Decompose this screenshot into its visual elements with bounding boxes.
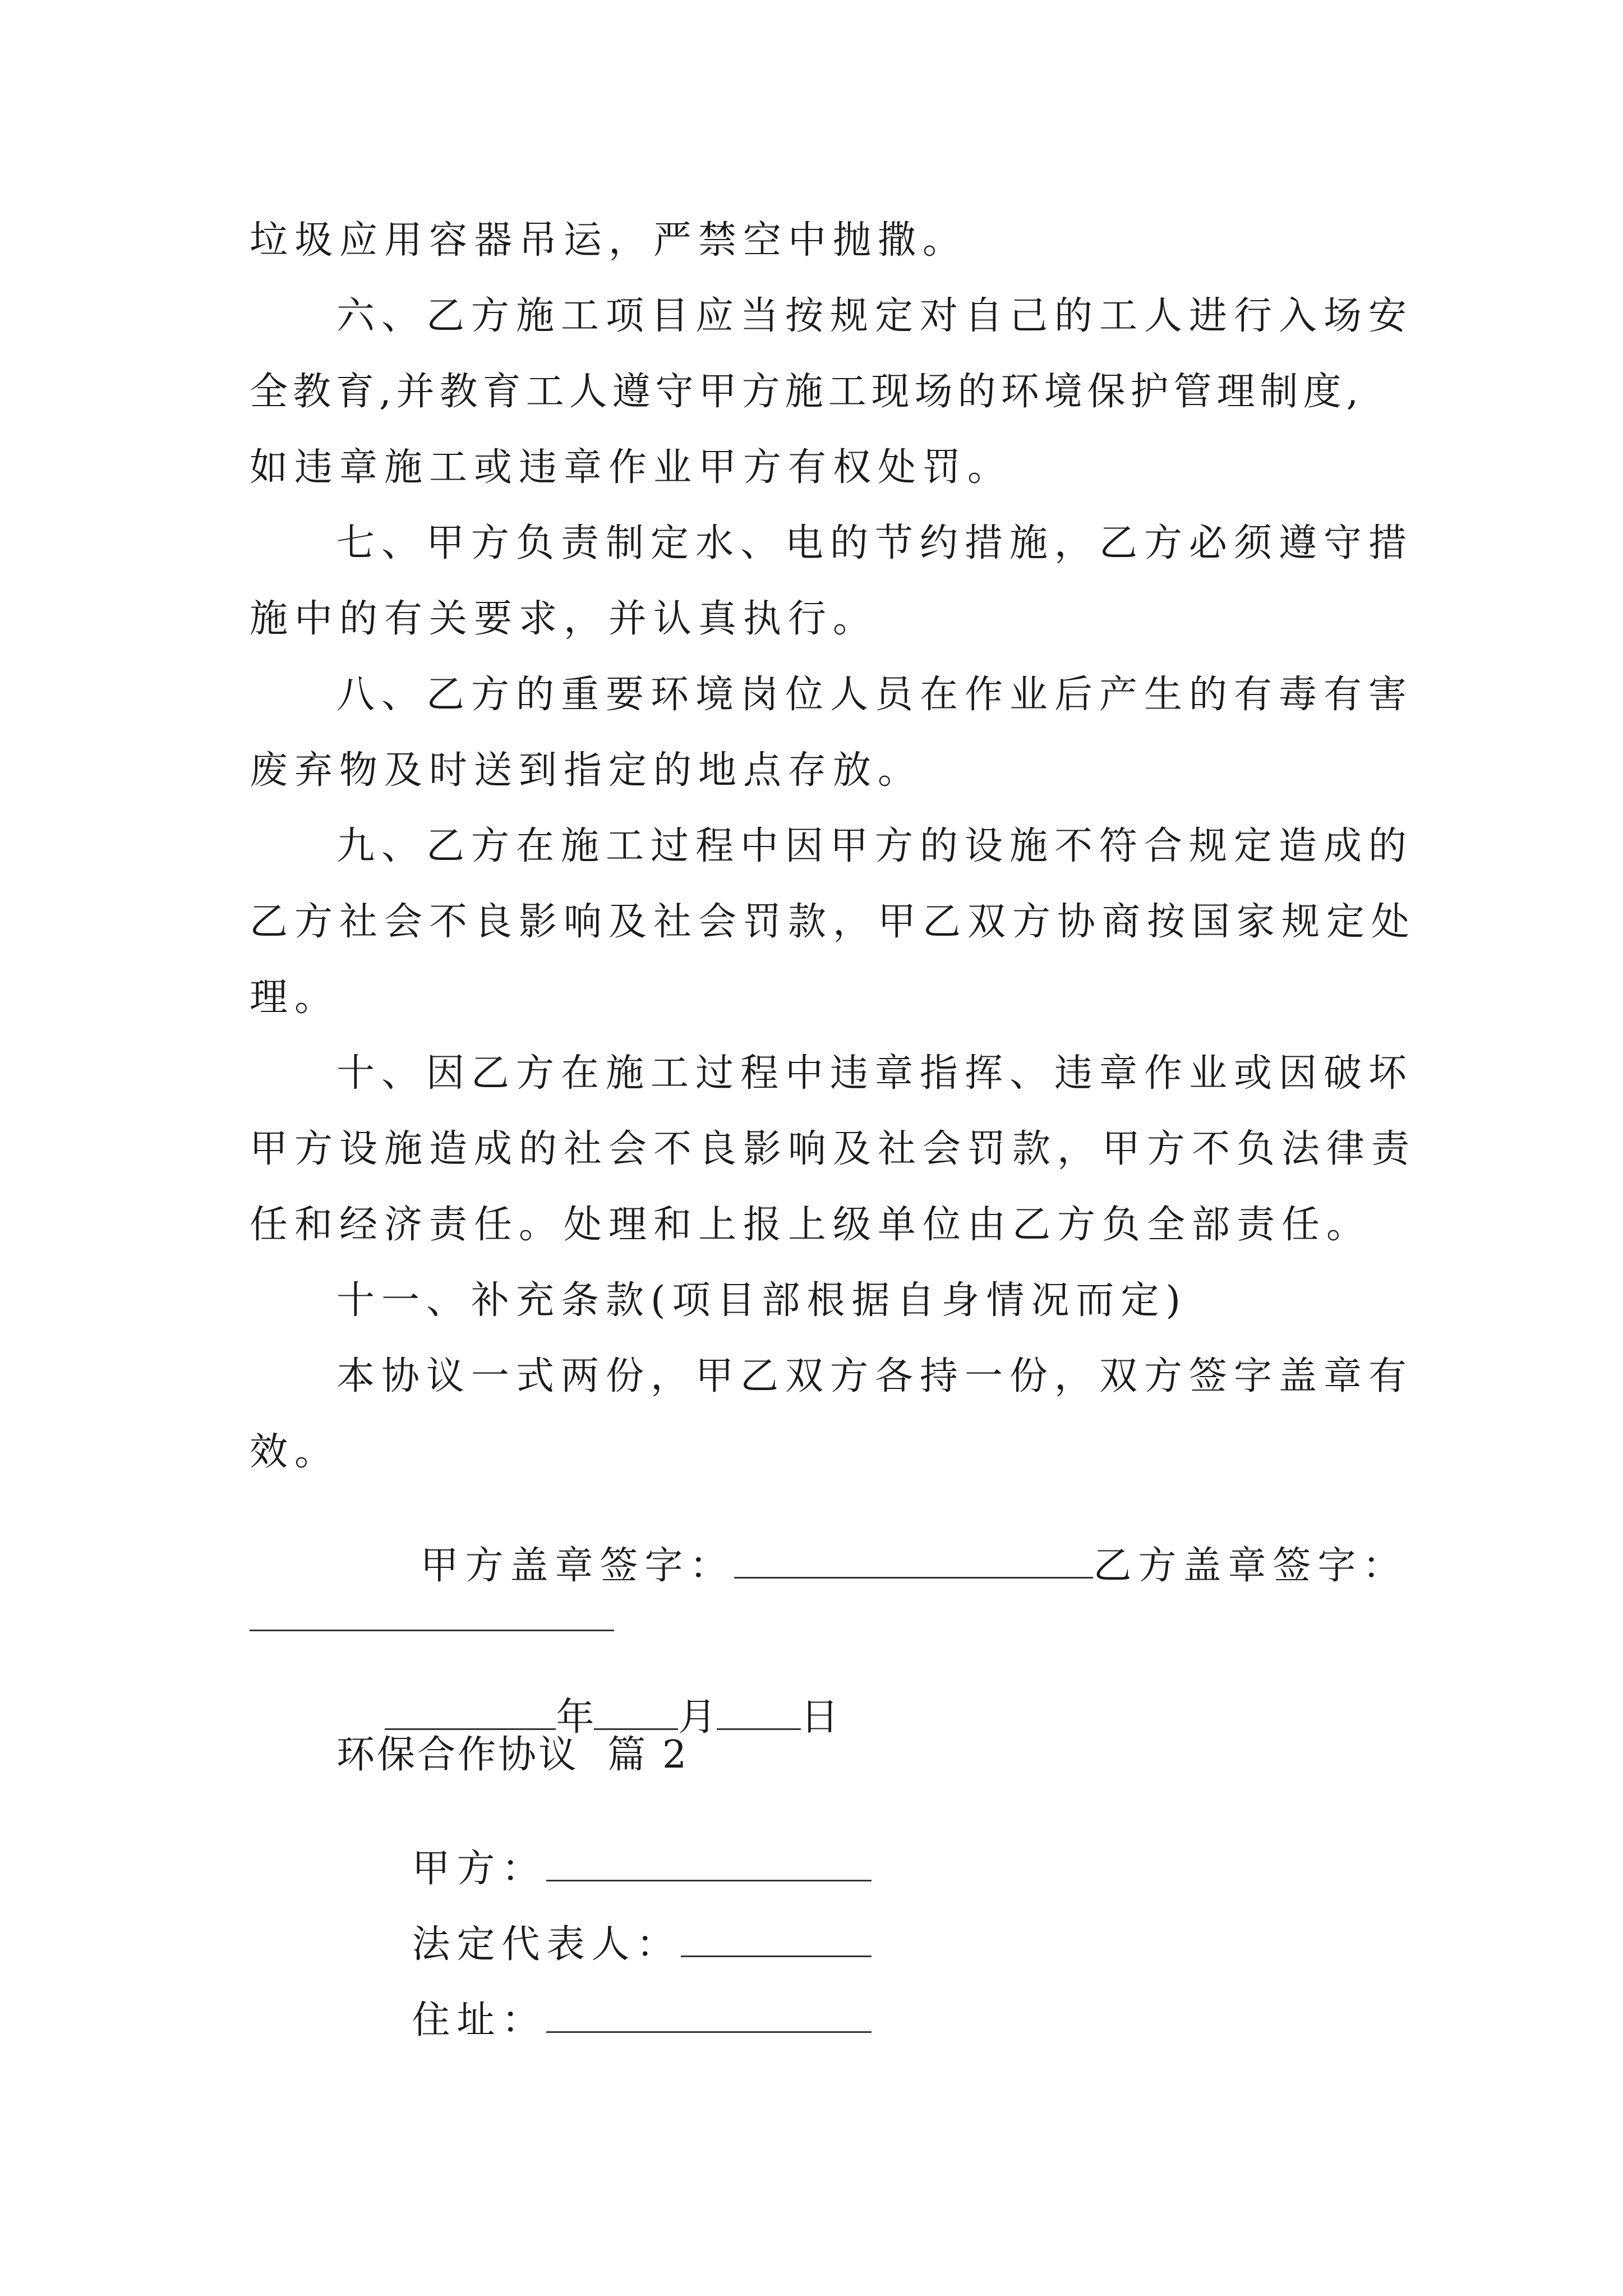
clause-10-line-1: 十、因乙方在施工过程中违章指挥、违章作业或因破坏 [336,1051,1414,1096]
clause-10-line-3: 任和经济责任。处理和上报上级单位由乙方负全部责任。 [250,1203,1372,1247]
month-label: 月 [678,1695,717,1740]
clause-6-line-2: 全教育,并教育工人遵守甲方施工现场的环境保护管理制度, [250,370,1364,414]
address-field [336,1963,872,2078]
party-b-signature-label: 乙方盖章签字： [1093,1544,1408,1588]
party-a-signature-label: 甲方盖章签字： [420,1544,735,1588]
closing-line-1: 本协议一式两份，甲乙双方各持一份，双方签字盖章有 [336,1354,1414,1398]
address-label: 住址： [412,1998,547,2042]
clause-9-line-2: 乙方社会不良影响及社会罚款，甲乙双方协商按国家规定处 [250,900,1417,944]
address-blank[interactable] [546,2003,872,2033]
signature-line [345,1509,1408,1623]
day-label: 日 [800,1695,839,1740]
legal-rep-blank[interactable] [681,1927,872,1957]
section-2-title: 环保合作协议 篇 2 [336,1733,689,1777]
clause-6-line-1: 六、乙方施工项目应当按规定对自己的工人进行入场安 [336,294,1414,338]
party-b-signature-blank[interactable] [250,1630,614,1631]
clause-8-line-2: 废弃物及时送到指定的地点存放。 [250,748,923,793]
party-a-signature-blank[interactable] [734,1549,1093,1579]
day-blank[interactable] [717,1700,801,1730]
year-blank[interactable] [385,1700,556,1730]
clause-7-line-2: 施中的有关要求，并认真执行。 [250,597,878,641]
month-blank[interactable] [594,1700,678,1730]
clause-10-line-2: 甲方设施造成的社会不良影响及社会罚款，甲方不负法律责 [250,1127,1417,1171]
closing-line-2: 效。 [250,1430,340,1474]
party-a-blank[interactable] [546,1852,872,1881]
clause-11-line: 十一、补充条款(项目部根据自身情况而定) [336,1278,1188,1323]
clause-6-line-3: 如违章施工或违章作业甲方有权处罚。 [250,445,1013,490]
legal-rep-label: 法定代表人： [412,1922,681,1967]
party-a-label: 甲方： [412,1847,547,1891]
clause-8-line-1: 八、乙方的重要环境岗位人员在作业后产生的有毒有害 [336,673,1414,717]
clause-7-line-1: 七、甲方负责制定水、电的节约措施，乙方必须遵守措 [336,521,1414,565]
clause-9-line-3: 理。 [250,976,340,1020]
year-label: 年 [556,1695,594,1740]
body-line: 垃圾应用容器吊运，严禁空中抛撒。 [250,218,968,263]
clause-9-line-1: 九、乙方在施工过程中因甲方的设施不符合规定造成的 [336,824,1414,868]
